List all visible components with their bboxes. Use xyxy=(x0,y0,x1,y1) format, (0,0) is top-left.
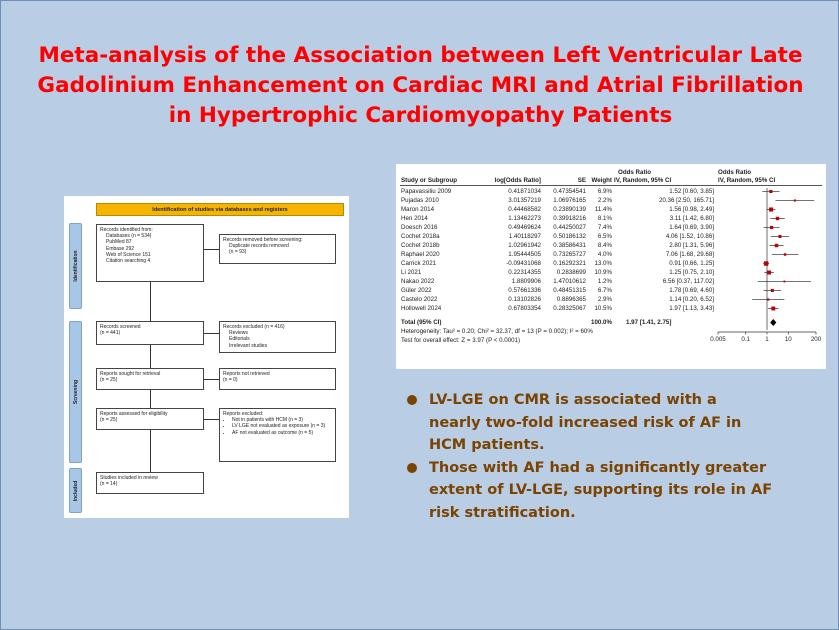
phase-screening: Screening xyxy=(69,321,82,463)
study-ci: 1.25 [0.75, 2.10] xyxy=(669,269,714,276)
study-weight: 10.5% xyxy=(594,305,612,312)
reports-assessed-box: Reports assessed for eligibility (n = 25) xyxy=(96,408,204,430)
effect-marker xyxy=(770,226,773,229)
study-se: 0.23890139 xyxy=(553,206,586,213)
x-tick-label: 200 xyxy=(810,336,822,343)
study-weight: 4.0% xyxy=(597,251,612,258)
reports-sought-box: Reports sought for retrieval (n = 25) xyxy=(96,368,204,390)
effect-marker xyxy=(764,261,768,265)
study-ci: 3.11 [1.42, 6.80] xyxy=(669,215,714,222)
prisma-flow-diagram xyxy=(64,196,349,518)
title-line: in Hypertrophic Cardiomyopathy Patients xyxy=(168,103,673,128)
arrow-down xyxy=(150,282,151,321)
study-se: 0.38586431 xyxy=(553,242,586,249)
effect-marker xyxy=(778,235,781,238)
effect-marker xyxy=(783,281,785,283)
study-weight: 13.0% xyxy=(594,260,612,267)
study-se: 0.47354541 xyxy=(553,188,586,195)
phase-included: Included xyxy=(69,468,82,513)
forest-plot-graphic xyxy=(396,164,826,369)
effect-marker xyxy=(767,298,769,300)
reports-not-retrieved-box: Reports not retrieved (n = 0) xyxy=(219,368,336,390)
effect-marker xyxy=(771,307,775,311)
study-se: 0.2838699 xyxy=(556,269,586,276)
study-weight: 2.2% xyxy=(597,197,612,204)
bullet-dot-icon xyxy=(407,395,417,405)
study-name: Carrick 2021 xyxy=(401,260,437,267)
study-weight: 1.2% xyxy=(597,278,612,285)
heterogeneity-text: Heterogeneity: Tau² = 0.20; Chi² = 32.37, df = 13 (P = 0.002); I² = 60% xyxy=(401,328,593,335)
records-identified-box: Records identified from: Databases (n = 534) PubMed 87 Embase 292 Web of Science 151 Citation searching 4 xyxy=(96,224,204,282)
x-tick-label: 0.1 xyxy=(741,336,751,343)
study-ci: 7.06 [1.68, 29.68] xyxy=(665,251,714,258)
study-ci: 1.97 [1.13, 3.43] xyxy=(669,305,714,312)
study-log-or: 1.8809906 xyxy=(511,278,541,285)
column-group-header: Odds Ratio xyxy=(618,169,652,176)
effect-marker xyxy=(771,289,774,292)
study-log-or: 0.41871034 xyxy=(508,188,541,195)
effect-marker xyxy=(769,190,772,193)
arrow-down xyxy=(150,430,151,472)
studies-included-box: Studies included in review (n = 14) xyxy=(96,472,204,494)
effect-marker xyxy=(767,271,771,275)
study-log-or: 1.02961942 xyxy=(508,242,541,249)
overall-effect-text: Test for overall effect: Z = 3.97 (P < 0.0001) xyxy=(401,337,521,344)
study-log-or: 1.95444505 xyxy=(508,251,541,258)
study-weight: 6.5% xyxy=(597,233,612,240)
study-ci: 1.56 [0.98, 2.49] xyxy=(669,206,714,213)
col-header-logor: log[Odds Ratio] xyxy=(494,177,541,184)
study-weight: 11.4% xyxy=(594,206,612,213)
col-header-ci-plot: IV, Random, 95% CI xyxy=(718,177,776,184)
total-diamond xyxy=(770,319,776,326)
x-tick-label: 0.005 xyxy=(710,336,726,343)
study-name: Hollowell 2024 xyxy=(401,305,442,312)
effect-marker xyxy=(775,244,778,247)
study-weight: 10.9% xyxy=(594,269,612,276)
study-log-or: 0.67803354 xyxy=(508,305,541,312)
study-name: Maron 2014 xyxy=(401,206,435,213)
x-tick-label: 10 xyxy=(784,336,792,343)
forest-plot xyxy=(396,164,826,369)
total-weight: 100.0% xyxy=(591,319,612,326)
study-weight: 8.4% xyxy=(597,242,612,249)
arrow-right xyxy=(204,419,219,420)
reports-excluded-box: Reports excluded: • Not in patients with HCM (n = 3) • LV LGE not evaluated as exposure (n = 3) • AF not evaluated as outcome (n = 5) xyxy=(219,408,336,462)
slide-title xyxy=(21,41,820,131)
study-log-or: 0.44468582 xyxy=(508,206,541,213)
col-header-ci: IV, Random, 95% CI xyxy=(614,177,672,184)
reports-excluded-list xyxy=(223,417,332,436)
col-header-se: SE xyxy=(577,177,586,184)
study-name: Raphael 2020 xyxy=(401,251,440,258)
study-log-or: 0.22314355 xyxy=(508,269,541,276)
total-ci: 1.97 [1.41, 2.75] xyxy=(626,319,672,326)
arrow-right xyxy=(204,249,219,250)
phase-identification: Identification xyxy=(69,223,82,309)
study-name: Güler 2022 xyxy=(401,287,432,294)
study-se: 0.48451315 xyxy=(553,287,586,294)
study-log-or: 0.13102826 xyxy=(508,296,541,303)
study-se: 1.47010612 xyxy=(553,278,586,285)
bullet-item: Those with AF had a significantly greater extent of LV-LGE, supporting its role in AF risk stratification. xyxy=(399,457,819,525)
records-excluded-box: Records excluded (n = 416) Reviews Editorials Irrelevant studies xyxy=(219,321,336,353)
arrow-right xyxy=(204,333,219,334)
study-ci: 20.36 [2.50, 165.71] xyxy=(658,197,714,204)
x-tick-label: 1 xyxy=(765,336,769,343)
records-removed-box: Records removed before screening: Duplicate records removed (n = 93) xyxy=(219,234,336,264)
study-name: Li 2021 xyxy=(401,269,422,276)
study-log-or: 3.01357219 xyxy=(508,197,541,204)
study-ci: 6.56 [0.37, 117.02] xyxy=(662,278,714,285)
study-ci: 4.06 [1.52, 10.86] xyxy=(665,233,714,240)
key-findings xyxy=(399,389,819,524)
study-se: 0.73265727 xyxy=(553,251,586,258)
study-name: Cochet 2018a xyxy=(401,233,440,240)
study-se: 0.39918216 xyxy=(553,215,586,222)
study-log-or: 1.13462273 xyxy=(508,215,541,222)
list-item: • LV LGE not evaluated as exposure (n = 3) xyxy=(232,423,332,429)
arrow-down xyxy=(150,345,151,368)
study-weight: 2.9% xyxy=(597,296,612,303)
study-log-or: 0.57661336 xyxy=(508,287,541,294)
study-se: 0.44250027 xyxy=(553,224,586,231)
study-name: Nakao 2022 xyxy=(401,278,435,285)
study-weight: 8.1% xyxy=(597,215,612,222)
prisma-header: Identification of studies via databases and registers xyxy=(96,203,344,216)
col-header-study: Study or Subgroup xyxy=(401,177,458,184)
study-se: 1.06976165 xyxy=(553,197,586,204)
study-se: 0.28325067 xyxy=(553,305,586,312)
column-group-header-right: Odds Ratio xyxy=(718,169,752,176)
study-weight: 6.9% xyxy=(597,188,612,195)
study-ci: 1.64 [0.69, 3.90] xyxy=(669,224,714,231)
study-name: Hen 2014 xyxy=(401,215,428,222)
effect-marker xyxy=(769,207,773,211)
study-name: Doesch 2016 xyxy=(401,224,438,231)
bullet-dot-icon xyxy=(407,463,417,473)
records-screened-box: Records screened (n = 441) xyxy=(96,321,204,345)
study-ci: 1.78 [0.69, 4.60] xyxy=(669,287,714,294)
study-weight: 7.4% xyxy=(597,224,612,231)
study-name: Papavassiliu 2009 xyxy=(401,188,452,195)
study-se: 0.50186132 xyxy=(553,233,586,240)
arrow-right xyxy=(204,379,219,380)
col-header-weight: Weight xyxy=(591,177,612,184)
list-item: • Not in patients with HCM (n = 3) xyxy=(232,417,332,423)
title-line: Gadolinium Enhancement on Cardiac MRI and Atrial Fibrillation xyxy=(37,73,804,98)
study-log-or: 0.49469624 xyxy=(508,224,541,231)
study-name: Castelo 2022 xyxy=(401,296,438,303)
study-log-or: 1.40118297 xyxy=(508,233,541,240)
study-name: Pujadas 2010 xyxy=(401,197,439,204)
study-ci: 1.14 [0.20, 6.52] xyxy=(669,296,714,303)
title-line: Meta-analysis of the Association between Left Ventricular Late xyxy=(38,43,803,68)
bullet-item: LV-LGE on CMR is associated with a nearly two-fold increased risk of AF in HCM patients. xyxy=(399,389,819,457)
study-name: Cochet 2018b xyxy=(401,242,440,249)
study-weight: 6.7% xyxy=(597,287,612,294)
study-ci: 0.91 [0.66, 1.25] xyxy=(669,260,714,267)
effect-marker xyxy=(776,217,779,220)
effect-marker xyxy=(794,199,796,201)
effect-marker xyxy=(784,253,786,255)
arrow-down xyxy=(150,390,151,408)
study-log-or: -0.09431068 xyxy=(506,260,541,267)
study-se: 0.16292321 xyxy=(553,260,586,267)
total-label: Total (95% CI) xyxy=(401,319,442,326)
study-ci: 2.80 [1.31, 5.96] xyxy=(669,242,714,249)
study-ci: 1.52 [0.60, 3.85] xyxy=(669,188,714,195)
study-se: 0.8896365 xyxy=(556,296,586,303)
list-item: • AF not evaluated as outcome (n = 5) xyxy=(232,430,332,436)
